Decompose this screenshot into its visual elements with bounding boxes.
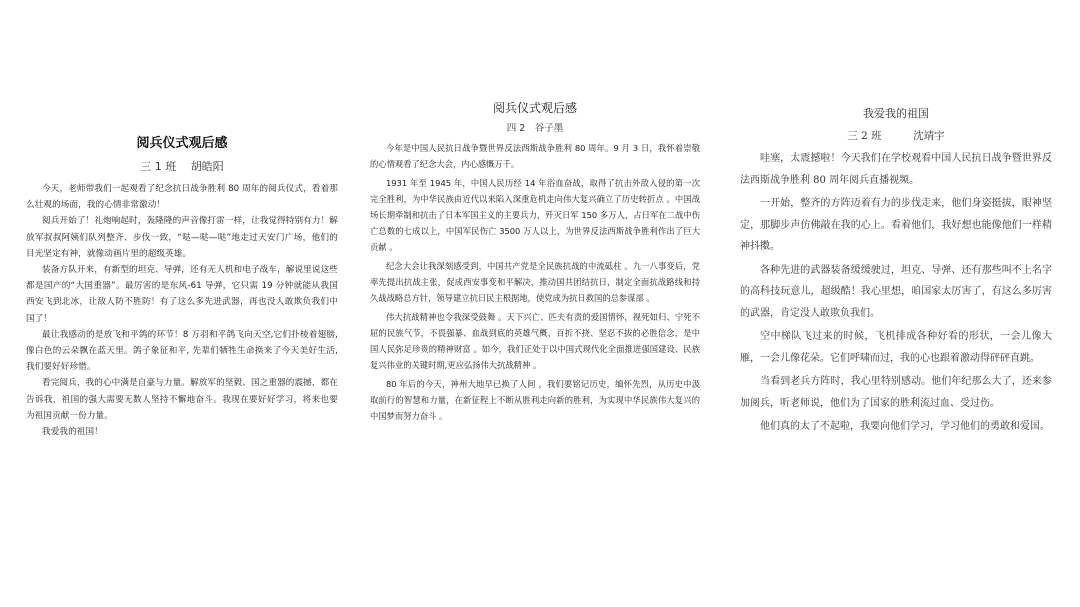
essay-title: 阅兵仪式观后感 bbox=[492, 101, 577, 115]
essay-paragraph: 80 年后的今天，神州大地早已换了人间 ，我们要铭记历史，缅怀先烈，从历史中汲取前行的智慧和力量，在新征程上不断从胜利走向新的胜利，为实现中华民族伟大复兴的中国梦而努力奋斗 。 bbox=[370, 379, 700, 421]
essay-paragraph: 空中梯队飞过来的时候，飞机排成各种好看的形状，一会儿像大雁，一会儿像花朵。它们呼啸而过，我的心也跟着激动得砰砰直跳。 bbox=[740, 331, 1052, 364]
essay-paragraph: 看完阅兵，我的心中满是自豪与力量。解放军的坚毅、国之重器的震撼，都在告诉我，祖国的强大需要无数人坚持不懈地奋斗。我现在要好好学习，将来也要为祖国贡献一份力量。 bbox=[26, 378, 338, 421]
essay-paragraph: 一开始，整齐的方阵迈着有力的步伐走来，他们身姿挺拔，眼神坚定，那脚步声仿佛敲在我的心上。看着他们，我好想也能像他们一样精神抖擞。 bbox=[740, 198, 1052, 252]
essay-paragraph: 当看到老兵方阵时，我心里特别感动。他们年纪那么大了，还来参加阅兵，听老师说，他们为了国家的胜利流过血、受过伤。 bbox=[740, 376, 1052, 409]
essay-paragraph: 阅兵开始了！礼炮响起时，轰隆隆的声音像打雷一样，让我觉得特别有力！解放军叔叔阿姨们队列整齐、步伐一致，“哒—哒—哒”地走过天安门广场，他们的目光坚定有神，就像动画片里的超级英雄。 bbox=[26, 216, 338, 259]
essay-paragraph: 装备方队开来，有新型的坦克、导弹，还有无人机和电子战车，解说里说这些都是国产的“大国重器”。最厉害的是东风-61 导弹，它只需 19 分钟就能从我国西安飞到北冰，让敌人防不胜防！有了这么多先进武器，再也没人敢欺负我们中国了！ bbox=[26, 265, 338, 324]
essay-paragraph: 今天，老师带我们一起观看了纪念抗日战争胜利 80 周年的阅兵仪式，看着那么壮观的场面，我的心情非常激动！ bbox=[26, 184, 338, 211]
essay-column-3 bbox=[740, 106, 1052, 438]
essay-paragraph: 他们真的太了不起啦，我要向他们学习，学习他们的勇敢和爱国。 bbox=[760, 421, 1050, 432]
essay-paragraph: 最让我感动的是放飞和平鸽的环节！8 万羽和平鸽飞向天空,它们扑棱着翅膀,像白色的云朵飘在蓝天里。鸽子象征和平, 先辈们牺牲生命换来了今天美好生活, 我们要好好珍惜。 bbox=[26, 329, 338, 373]
essay-paragraph: 纪念大会让我深刻感受到，中国共产党是全民族抗战的中流砥柱 。九一八事变后，党率先提出抗战主张，促成西安事变和平解决，推动国共团结抗日，制定全面抗战路线和持久战战略总方针，领导建立抗日民主根据地，使党成为抗日救国的总参谋部 。 bbox=[370, 261, 700, 303]
essay-title: 我爱我的祖国 bbox=[863, 107, 929, 120]
essay-column-1 bbox=[26, 135, 338, 440]
essay-byline: 三 1 班 胡皓阳 bbox=[140, 160, 224, 173]
essay-paragraph: 伟大抗战精神也令我深受鼓舞 。天下兴亡、匹夫有责的爱国情怀，视死如归、宁死不屈的民族气节，不畏强暴、血战到底的英雄气概，百折不挠、坚忍不拔的必胜信念，是中国人民弥足珍贵的精神财富 。如今，我们正处于以中国式现代化全面推进强国建设、民族复兴伟业的关键时期,更应弘扬伟大抗战精神 。 bbox=[370, 312, 700, 370]
essay-paragraph: 哇塞，太震撼啦！今天我们在学校观看中国人民抗日战争暨世界反法西斯战争胜利 80 周年阅兵直播视频。 bbox=[740, 153, 1052, 186]
essay-paragraph: 今年是中国人民抗日战争暨世界反法西斯战争胜利 80 周年。9 月 3 日，我怀着崇敬的心情观看了纪念大会，内心感慨万千。 bbox=[370, 143, 700, 169]
essay-paragraph: 各种先进的武器装备缓缓驶过，坦克、导弹、还有那些叫不上名字的高科技玩意儿，超级酷！我心里想，咱国家太厉害了，有这么多厉害的武器，肯定没人敢欺负我们。 bbox=[740, 264, 1052, 319]
essay-byline: 四 2 谷子墨 bbox=[506, 123, 564, 134]
essay-byline: 三 2 班 沈靖宇 bbox=[847, 130, 945, 142]
essay-paragraph: 我爱我的祖国！ bbox=[42, 427, 103, 438]
essay-paragraph: 1931 年至 1945 年，中国人民历经 14 年浴血奋战，取得了抗击外敌入侵的第一次完全胜利，为中华民族由近代以来陷入深重危机走向伟大复兴确立了历史转折点 。中国战场长期牵制和抗击了日本军国主义的主要兵力，歼灭日军 150 多万人，占日军在二战中伤亡总数的七成以上，中国军民伤亡 3500 万人以上，为世界反法西斯战争胜利作出了巨大贡献 。 bbox=[370, 178, 700, 252]
essay-column-2 bbox=[370, 100, 700, 424]
essay-title: 阅兵仪式观后感 bbox=[136, 136, 228, 151]
